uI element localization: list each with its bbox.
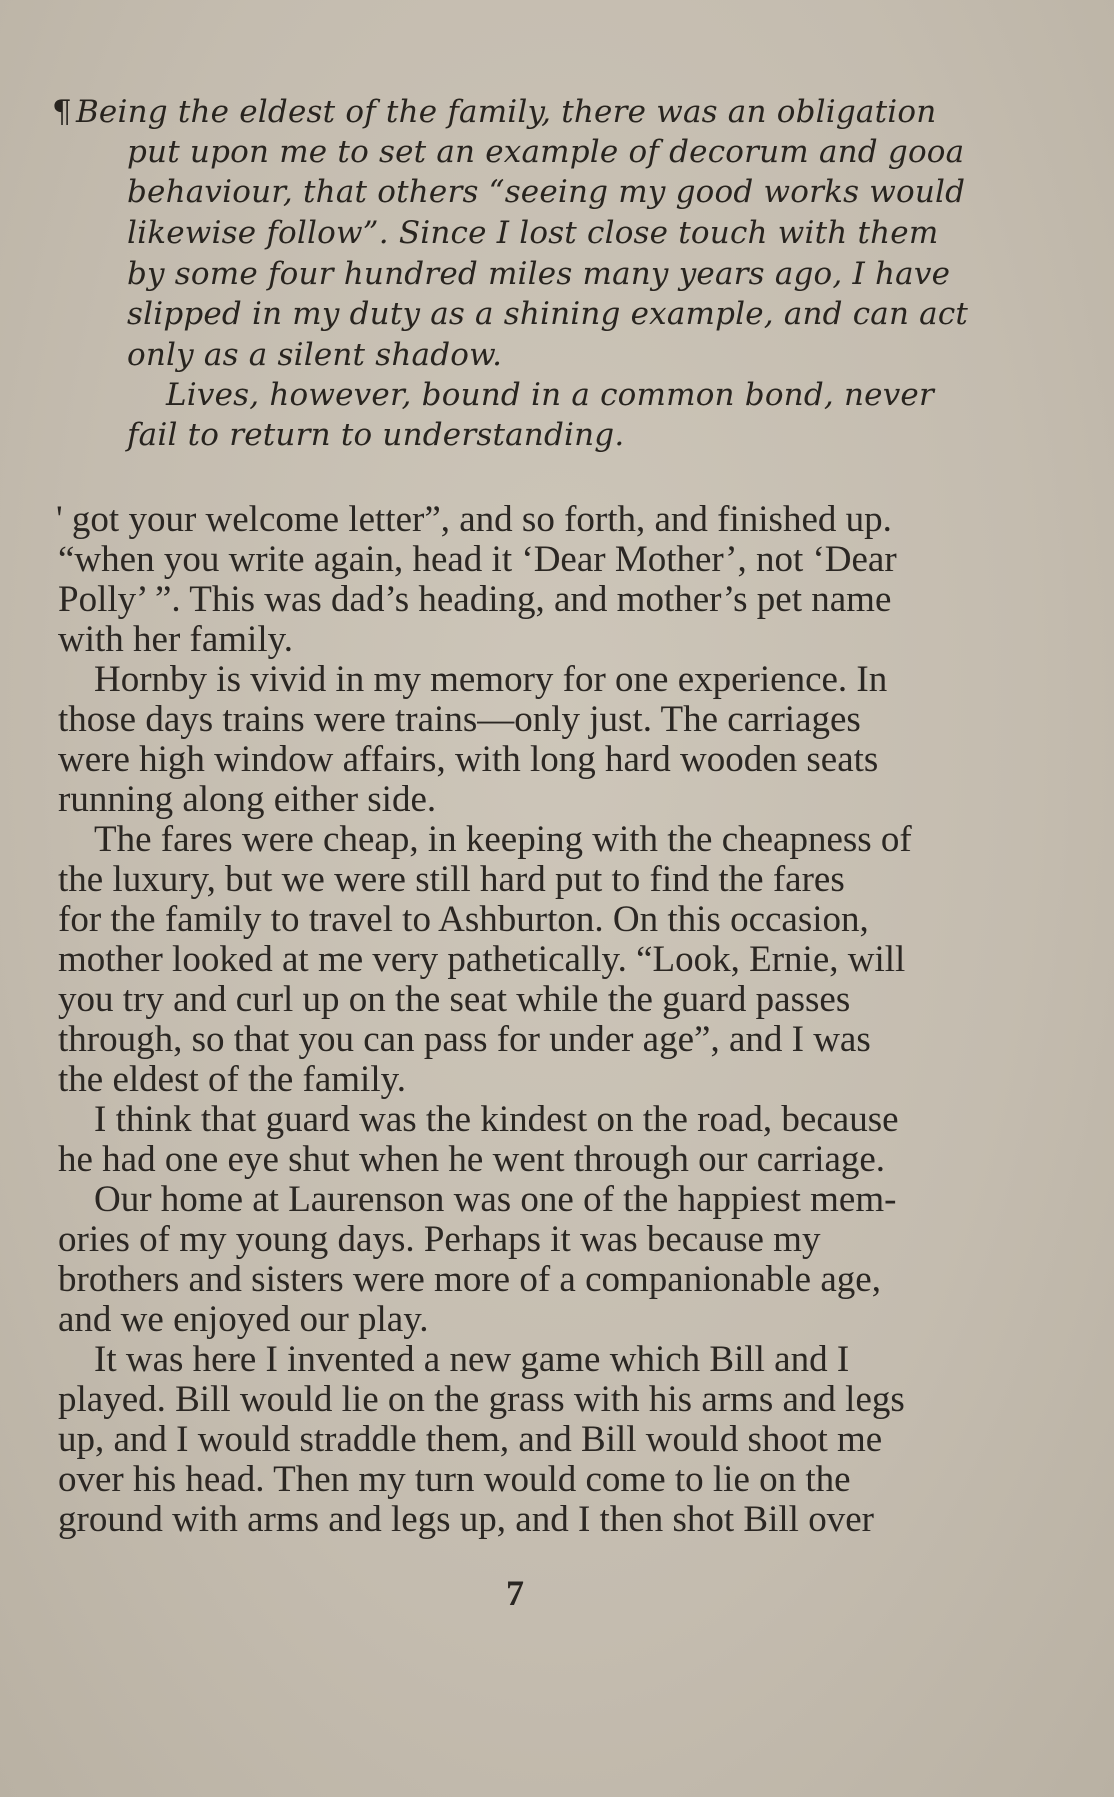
body-line-8: running along either side. xyxy=(58,779,437,820)
body-line-3: Polly’ ”. This was dad’s heading, and mother’s pet name xyxy=(58,579,892,620)
body-line-21: and we enjoyed our play. xyxy=(58,1299,429,1340)
body-line-23: played. Bill would lie on the grass with his arms and legs xyxy=(58,1379,905,1420)
epigraph-line-3: behaviour, that others “seeing my good works would xyxy=(127,174,966,210)
body-line-7: were high window affairs, with long hard wooden seats xyxy=(58,739,879,780)
body-line-10: the luxury, but we were still hard put to find the fares xyxy=(58,859,845,900)
epigraph-line-7: only as a silent shadow. xyxy=(127,337,503,373)
body-line-19: ories of my young days. Perhaps it was because my xyxy=(58,1219,821,1260)
body-line-6: those days trains were trains—only just. The carriages xyxy=(58,699,861,740)
body-line-14: through, so that you can pass for under age”, and I was xyxy=(58,1019,871,1060)
body-line-12: mother looked at me very pathetically. “Look, Ernie, will xyxy=(58,939,906,980)
body-line-24: up, and I would straddle them, and Bill would shoot me xyxy=(58,1419,883,1460)
body-line-1: ' got your welcome letter”, and so forth, and finished up. xyxy=(56,499,892,540)
body-line-25: over his head. Then my turn would come to lie on the xyxy=(58,1459,851,1500)
epigraph-line-9: fail to return to understanding. xyxy=(127,417,625,453)
page-number: 7 xyxy=(506,1573,524,1613)
body-line-4: with her family. xyxy=(58,619,293,660)
body-line-26: ground with arms and legs up, and I then shot Bill over xyxy=(58,1499,874,1540)
body-line-20: brothers and sisters were more of a companionable age, xyxy=(58,1259,881,1300)
body-line-15: the eldest of the family. xyxy=(58,1059,406,1100)
epigraph-line-1: ¶ Being the eldest of the family, there was an obligation xyxy=(52,94,937,130)
body-line-11: for the family to travel to Ashburton. On this occasion, xyxy=(58,899,869,940)
epigraph-line-8: Lives, however, bound in a common bond, never xyxy=(166,377,934,413)
body-line-13: you try and curl up on the seat while the guard passes xyxy=(58,979,851,1020)
body-line-16: I think that guard was the kindest on the road, because xyxy=(94,1099,899,1140)
epigraph-line-6: slipped in my duty as a shining example, and can act xyxy=(127,296,969,332)
epigraph-line-2: put upon me to set an example of decorum and gooa xyxy=(127,134,965,170)
epigraph-line-4: likewise follow”. Since I lost close touch with them xyxy=(127,215,939,251)
body-line-22: It was here I invented a new game which Bill and I xyxy=(94,1339,850,1380)
body-line-2: “when you write again, head it ‘Dear Mother’, not ‘Dear xyxy=(58,539,897,580)
epigraph-line-5: by some four hundred miles many years ago, I have xyxy=(127,256,951,292)
pilcrow-mark: ¶ xyxy=(52,94,72,130)
body-line-9: The fares were cheap, in keeping with the cheapness of xyxy=(94,819,912,860)
body-line-17: he had one eye shut when he went through our carriage. xyxy=(58,1139,886,1180)
body-line-5: Hornby is vivid in my memory for one experience. In xyxy=(94,659,888,700)
body-line-18: Our home at Laurenson was one of the happiest mem- xyxy=(94,1179,897,1220)
